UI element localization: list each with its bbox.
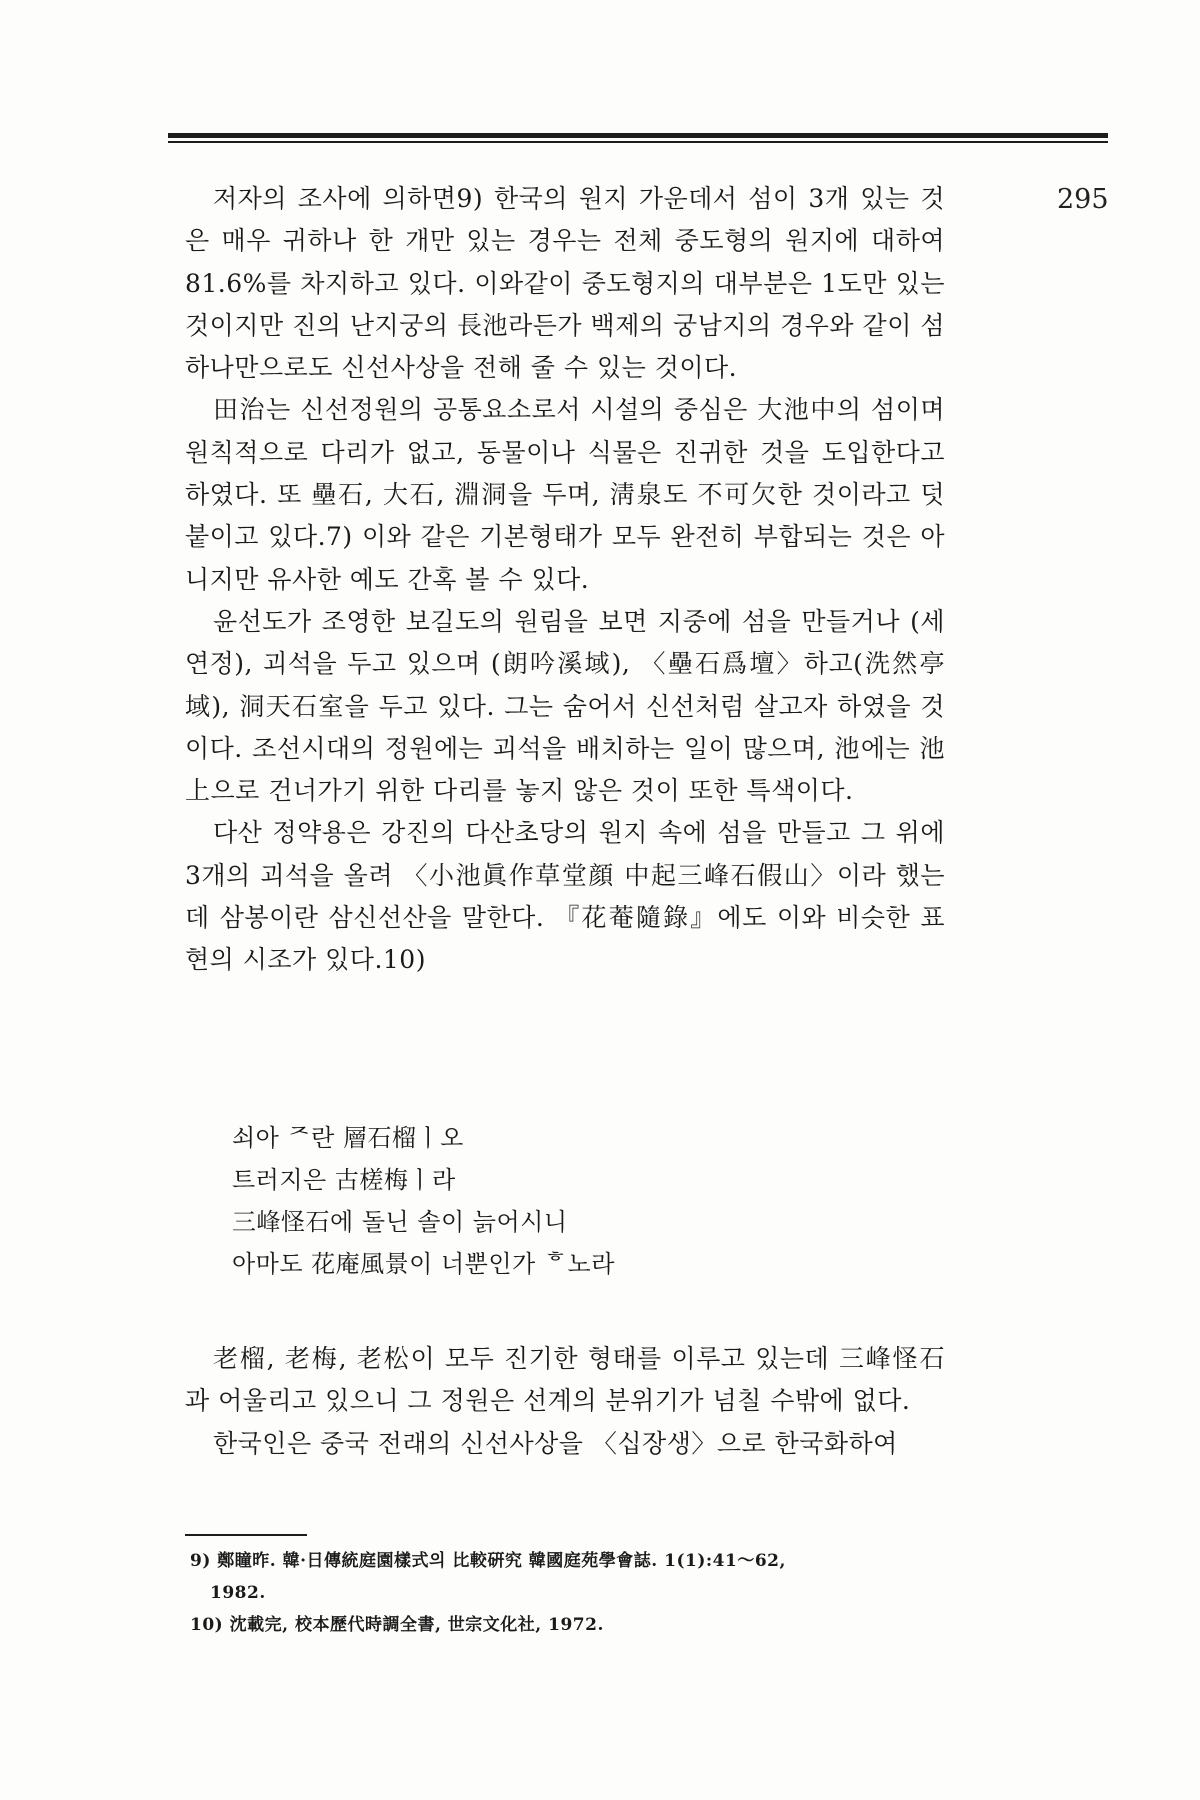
main-body [185, 178, 945, 982]
page-number: 295 [1057, 184, 1109, 215]
poem-line-3: 三峰怪石에 돌닌 솔이 늙어시니 [232, 1208, 568, 1236]
footnote-10: 10) 沈載完, 校本歷代時調全書, 世宗文化社, 1972. [190, 1615, 604, 1635]
footnotes [190, 1545, 950, 1641]
poem-line-4: 아마도 花庵風景이 너뿐인가 ᄒ노라 [232, 1250, 615, 1278]
footnote-9-continued: 1982. [210, 1583, 266, 1603]
paragraph-5: 老榴, 老梅, 老松이 모두 진기한 형태를 이루고 있는데 三峰怪石과 어울리고 있으니 그 정원은 선계의 분위기가 넘칠 수밖에 없다. [185, 1344, 945, 1416]
sijo-poem [232, 1117, 932, 1285]
header-rule-thin [168, 141, 1108, 143]
main-body-continued [185, 1338, 945, 1465]
footnote-rule [185, 1534, 307, 1536]
poem-line-2: 트러지은 古槎梅ㅣ라 [232, 1166, 456, 1194]
paragraph-3: 윤선도가 조영한 보길도의 원림을 보면 지중에 섬을 만들거나 (세연정), 괴석을 두고 있으며 (朗吟溪域), 〈壘石爲壇〉하고(洗然亭域), 洞天石室을 두고 있다. 그는 숨어서 신선처럼 살고자 하였을 것이다. 조선시대의 정원에는 괴석을 배치하는 일이 많으며, 池에는 池上으로 건너가기 위한 다리를 놓지 않은 것이 또한 특색이다. [185, 606, 945, 806]
poem-line-1: 쇠아 ᄌ란 層石榴ㅣ오 [232, 1124, 464, 1152]
paragraph-6: 한국인은 중국 전래의 신선사상을 〈십장생〉으로 한국화하여 [213, 1428, 898, 1458]
paragraph-1: 저자의 조사에 의하면9) 한국의 원지 가운데서 섬이 3개 있는 것은 매우 귀하나 한 개만 있는 경우는 전체 중도형의 원지에 대하여 81.6%를 차지하고 있다. 이와같이 중도형지의 대부분은 1도만 있는 것이지만 진의 난지궁의 長池라든가 백제의 궁남지의 경우와 같이 섬 하나만으로도 신선사상을 전해 줄 수 있는 것이다. [185, 184, 945, 383]
paragraph-2: 田治는 신선정원의 공통요소로서 시설의 중심은 大池中의 섬이며 원칙적으로 다리가 없고, 동물이나 식물은 진귀한 것을 도입한다고 하였다. 또 壘石, 大石, 淵洞을 두며, 淸泉도 不可欠한 것이라고 덧붙이고 있다.7) 이와 같은 기본형태가 모두 완전히 부합되는 것은 아니지만 유사한 예도 간혹 볼 수 있다. [185, 395, 945, 594]
footnote-9: 9) 鄭瞳昨. 韓·日傳統庭園樣式의 比較硏究 韓國庭苑學會誌. 1(1):41～62, [190, 1551, 786, 1571]
paragraph-4: 다산 정약용은 강진의 다산초당의 원지 속에 섬을 만들고 그 위에 3개의 괴석을 올려 〈小池眞作草堂顔 中起三峰石假山〉이라 했는데 삼봉이란 삼신선산을 말한다. 『花菴隨錄』에도 이와 비슷한 표현의 시조가 있다.10) [185, 818, 945, 975]
header-rule-thick [168, 133, 1108, 138]
